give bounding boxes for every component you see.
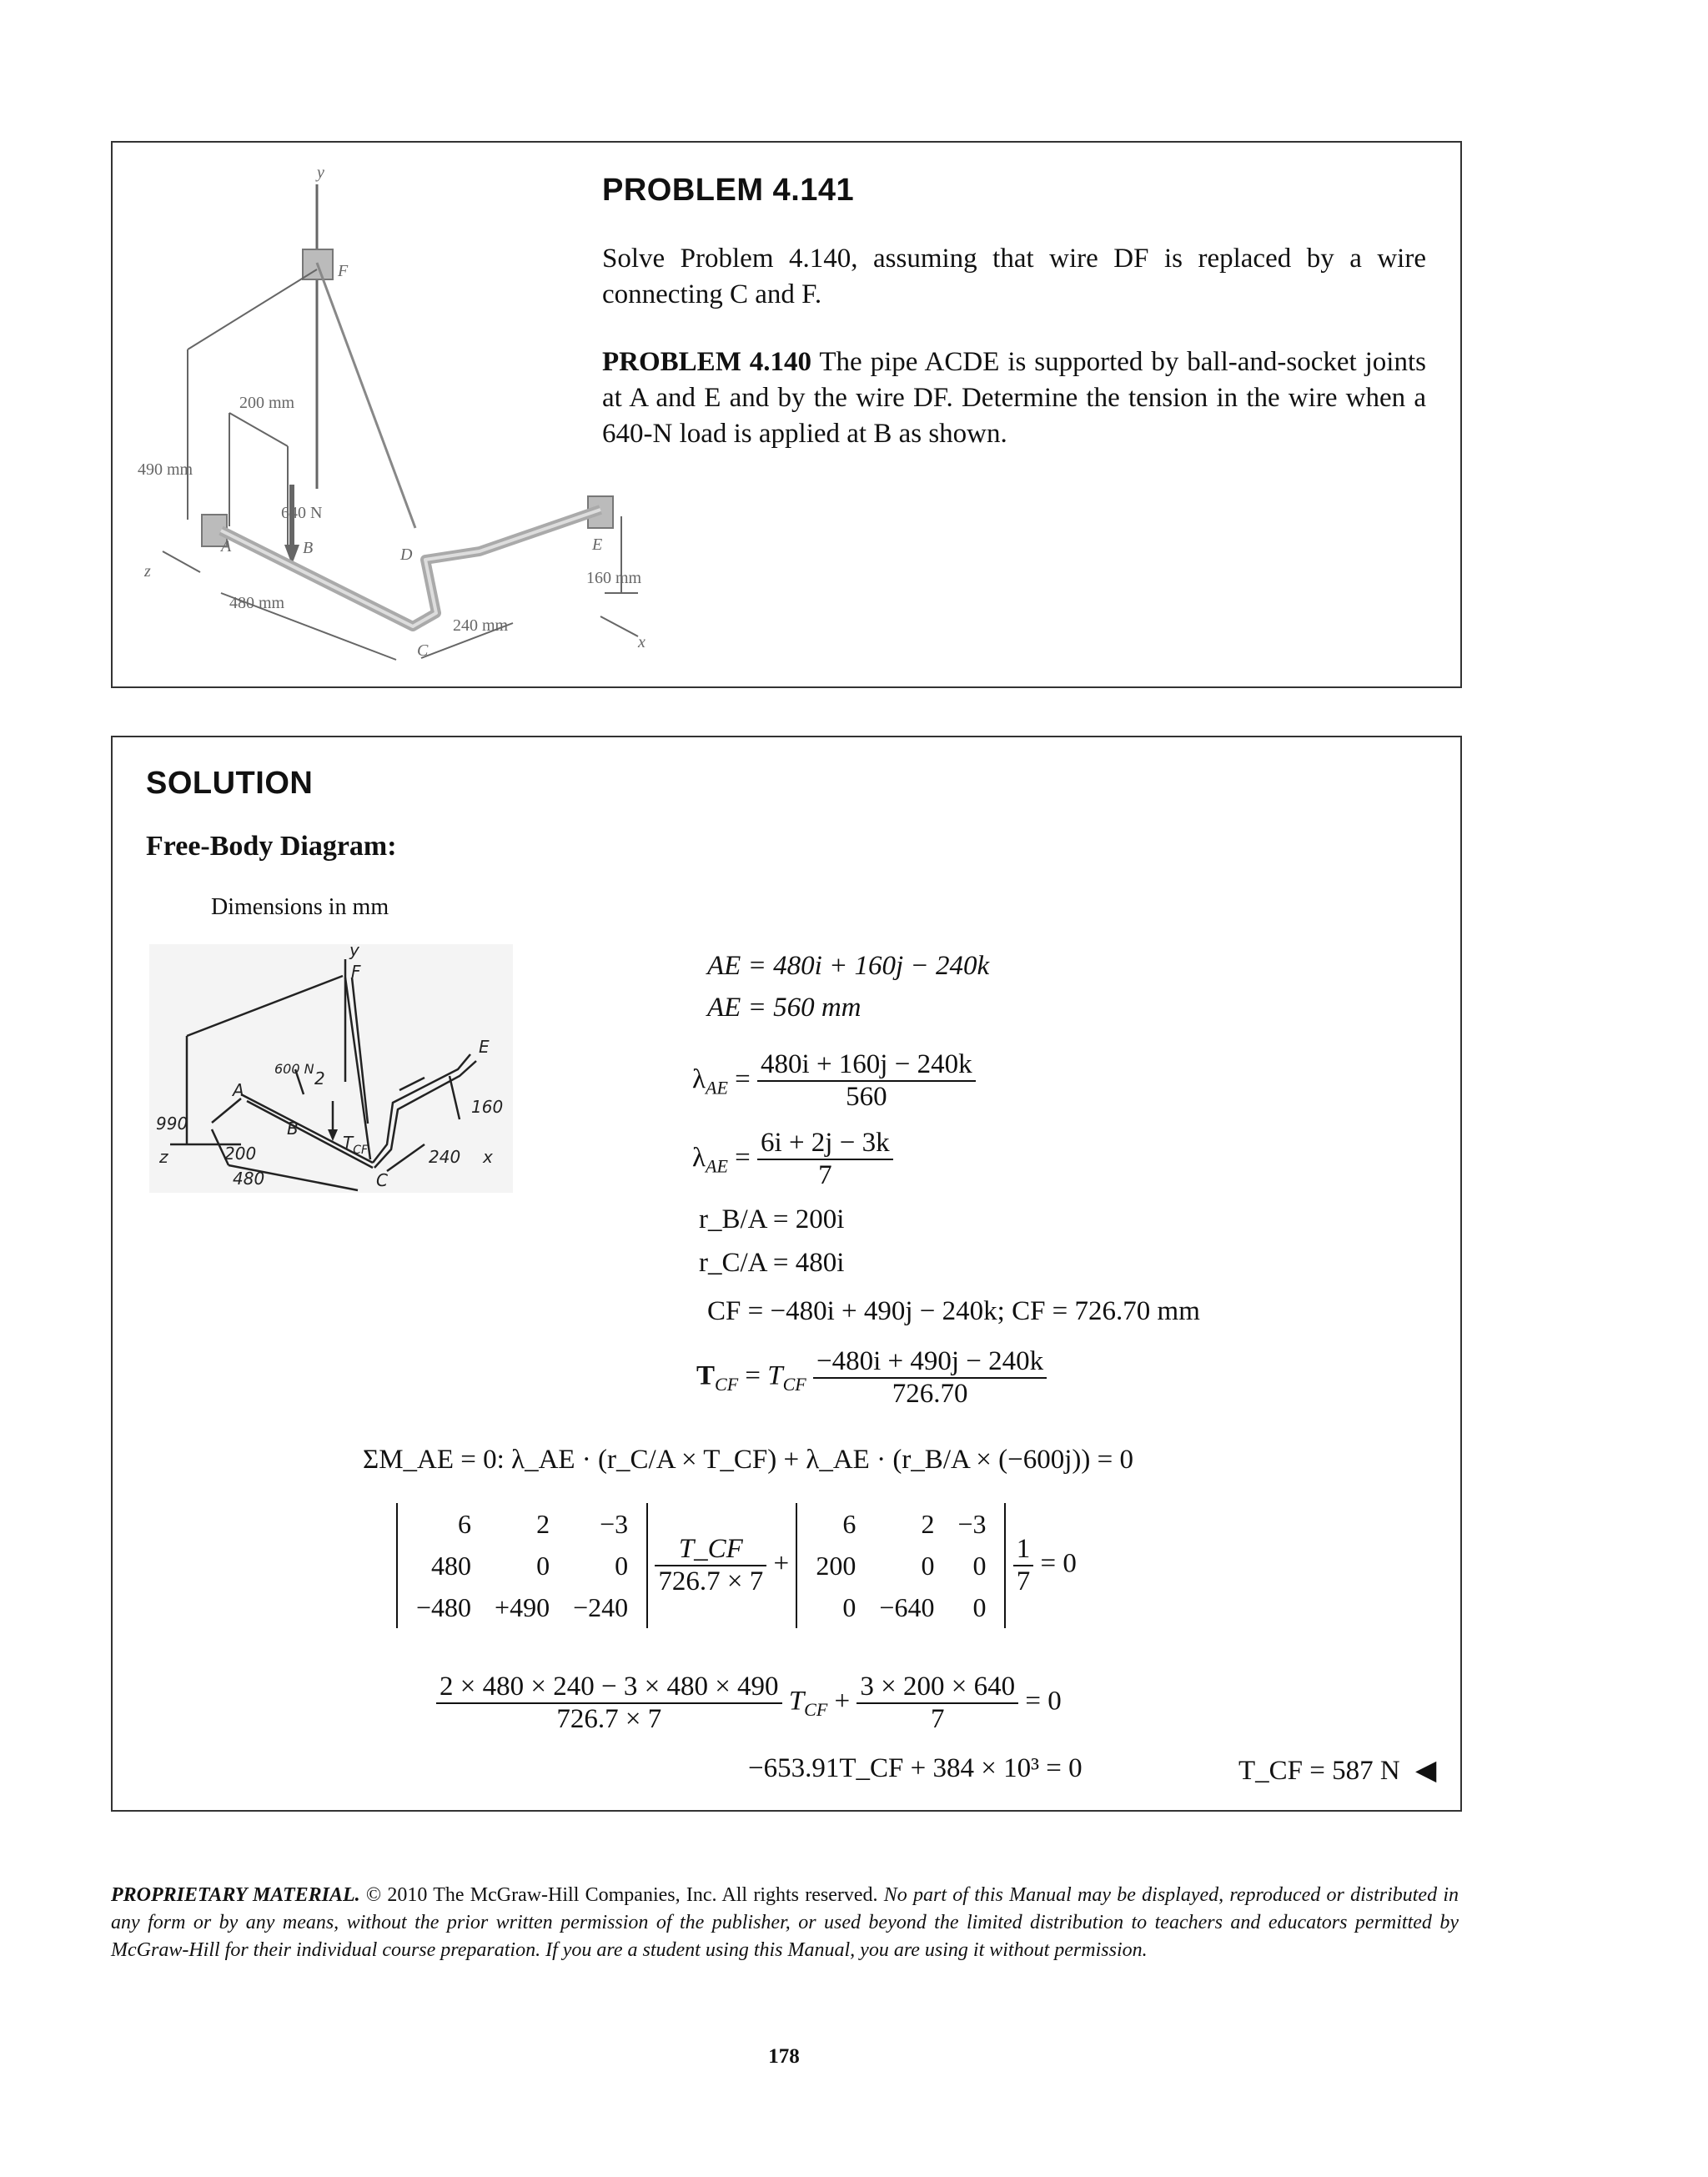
fig-dim-200: 200 mm <box>239 394 295 412</box>
fig-label-B: B <box>303 539 314 557</box>
det1-cell: −240 <box>573 1591 629 1622</box>
answer-text: T_CF = 587 N <box>1238 1756 1400 1786</box>
det2-cell: 0 <box>842 1591 857 1622</box>
problem-title: PROBLEM 4.141 <box>602 173 855 208</box>
eq-AE-length: AE = 560 mm <box>707 993 862 1023</box>
det1-cell: 0 <box>536 1550 550 1581</box>
det2-cell: 6 <box>842 1508 857 1539</box>
problem-box <box>111 141 1462 688</box>
det2-row <box>804 1586 997 1628</box>
eq-r-CA: r_C/A = 480i <box>699 1248 845 1278</box>
det2-cell: −640 <box>879 1591 935 1622</box>
footer-label: PROPRIETARY MATERIAL. <box>111 1884 360 1906</box>
sk-F: F <box>351 962 361 982</box>
determinant-2 <box>796 1503 1006 1628</box>
eq-T-CF-frac: $\frac{-480i + 490j - 240k}{726.70}$ <box>813 1346 1047 1410</box>
fig-label-C: C <box>417 641 429 660</box>
determinant-1 <box>396 1503 648 1628</box>
pipe-figure-svg <box>138 159 671 668</box>
eq-determinants: 6 2 −3 480 0 0 −480 +490 −240 $\frac{T\_CF}{726.7 \times 7}$ + 6 2 −3 200 0 0 0 −640 0 $\frac{1}{7}$ = 0 <box>396 1503 1077 1628</box>
det2-cell: 200 <box>816 1550 857 1581</box>
solution-box <box>111 736 1462 1812</box>
fig-label-y: y <box>317 163 324 182</box>
sk-A: A <box>233 1080 244 1100</box>
problem-reference <box>602 344 1426 452</box>
fig-label-z: z <box>144 562 151 581</box>
fig-dim-160: 160 mm <box>586 569 642 587</box>
eq-expanded: $\frac{2 \times 480 \times 240 - 3 \times 480 \times 490}{726.7 \times 7}$ $T_{CF}$ + $\frac{3 \times 200 \times 640}{7}$ = 0 <box>436 1672 1062 1735</box>
footer-notice <box>111 1882 1459 1964</box>
det1-row <box>404 1503 640 1545</box>
eq-lambda-AE: $\lambda_{AE}$ = $\frac{480i + 160j - 240k}{560}$ <box>692 1049 976 1113</box>
det2-row <box>804 1545 997 1586</box>
eq-CF: CF = −480i + 490j − 240k; CF = 726.70 mm <box>707 1296 1200 1326</box>
sk-240: 240 <box>429 1147 461 1167</box>
fig-label-x: x <box>638 633 646 651</box>
sk-y: y <box>349 944 359 960</box>
eq-final: −653.91T_CF + 384 × 10³ = 0 <box>748 1753 1083 1783</box>
problem-ref-text: The pipe ACDE is supported by ball-and-socket joints at A and E and by the wire DF. Determine the tension in the wire when a 640-N load is applied at B as shown. <box>602 347 1426 449</box>
eq-r-BA: r_B/A = 200i <box>699 1204 845 1234</box>
sk-z: z <box>159 1147 168 1167</box>
sk-480: 480 <box>233 1169 265 1189</box>
answer <box>1238 1753 1436 1787</box>
sk-B: B <box>287 1119 299 1139</box>
sk-tcf: $T_{CF}$ <box>343 1133 369 1157</box>
problem-ref-label: PROBLEM 4.140 <box>602 347 812 377</box>
dims-note: Dimensions in mm <box>211 894 389 920</box>
det2-factor: $\frac{1}{7}$ <box>1013 1534 1034 1597</box>
fig-load-640: 640 N <box>281 504 323 522</box>
eq-AE-vector: AE = 480i + 160j − 240k <box>707 951 990 981</box>
det2-cell: 0 <box>972 1550 987 1581</box>
problem-statement <box>602 241 1426 313</box>
eq-lambda-AE-frac: $\frac{480i + 160j - 240k}{560}$ <box>757 1049 976 1113</box>
fig-dim-240: 240 mm <box>453 616 509 635</box>
det1-cell: +490 <box>495 1591 550 1622</box>
eq-lambda-simplified-frac: $\frac{6i + 2j - 3k}{7}$ <box>757 1128 893 1191</box>
fig-dim-480: 480 mm <box>229 594 285 612</box>
eq-expanded-frac1: $\frac{2 \times 480 \times 240 - 3 \times 480 \times 490}{726.7 \times 7}$ <box>436 1672 782 1735</box>
problem-text: Solve Problem 4.140, assuming that wire DF is replaced by a wire connecting C and F. <box>602 244 1426 309</box>
fig-label-E: E <box>592 535 603 554</box>
det1-cell: 2 <box>536 1508 550 1539</box>
problem-figure <box>138 159 671 668</box>
page-number: 178 <box>768 2045 800 2068</box>
det2-cell: −3 <box>957 1508 987 1539</box>
sk-E: E <box>479 1037 490 1057</box>
fbd-sketch-svg <box>149 944 513 1193</box>
sk-x: x <box>483 1147 493 1167</box>
det1-cell: −3 <box>600 1508 629 1539</box>
fbd-label: Free-Body Diagram: <box>146 831 397 862</box>
footer-copyright: © 2010 The McGraw-Hill Companies, Inc. All rights reserved. <box>365 1884 878 1906</box>
eq-moment-sum: ΣM_AE = 0: λ_AE · (r_C/A × T_CF) + λ_AE · (r_B/A × (−600j)) = 0 <box>363 1445 1133 1475</box>
det2-cell: 0 <box>921 1550 935 1581</box>
eq-T-CF: $T_{CF} = T_{CF}$ $\frac{-480i + 490j - 240k}{726.70}$ <box>696 1346 1047 1410</box>
det1-cell: 0 <box>615 1550 629 1581</box>
eq-lambda-AE-simplified: $\lambda_{AE}$ = $\frac{6i + 2j - 3k}{7}$ <box>692 1128 893 1191</box>
fig-label-D: D <box>400 546 413 564</box>
sk-160: 160 <box>471 1097 504 1117</box>
sk-C: C <box>376 1170 388 1190</box>
eq-expanded-frac2: $\frac{3 \times 200 \times 640}{7}$ <box>857 1672 1018 1735</box>
fig-label-A: A <box>221 537 232 556</box>
det1-cell: −480 <box>416 1591 472 1622</box>
det1-row <box>404 1545 640 1586</box>
det2-cell: 2 <box>921 1508 935 1539</box>
sk-200: 200 <box>224 1144 257 1164</box>
sk-990: 990 <box>156 1114 188 1134</box>
det1-cell: 480 <box>431 1550 472 1581</box>
fig-dim-490: 490 mm <box>138 460 193 479</box>
answer-marker-icon: ◀ <box>1414 1756 1437 1786</box>
fig-label-F: F <box>338 262 349 280</box>
det2-row <box>804 1503 997 1545</box>
fbd-sketch <box>149 944 513 1193</box>
det2-cell: 0 <box>972 1591 987 1622</box>
footer-notice-text: No part of this Manual may be displayed, reproduced or distributed in any form or by any means, without the prior written permission of the publisher, or used beyond the limited distribution to teachers and educators permitted by McGraw-Hill for their individual course preparation. If you are a student using this Manual, you are using it without permission. <box>111 1884 1459 1961</box>
solution-title: SOLUTION <box>146 766 314 801</box>
det1-factor: $\frac{T\_CF}{726.7 \times 7}$ <box>655 1534 766 1597</box>
sk-2: 2 <box>314 1068 325 1088</box>
det1-row <box>404 1586 640 1628</box>
det1-cell: 6 <box>458 1508 472 1539</box>
sk-600: 600 N <box>274 1061 314 1077</box>
